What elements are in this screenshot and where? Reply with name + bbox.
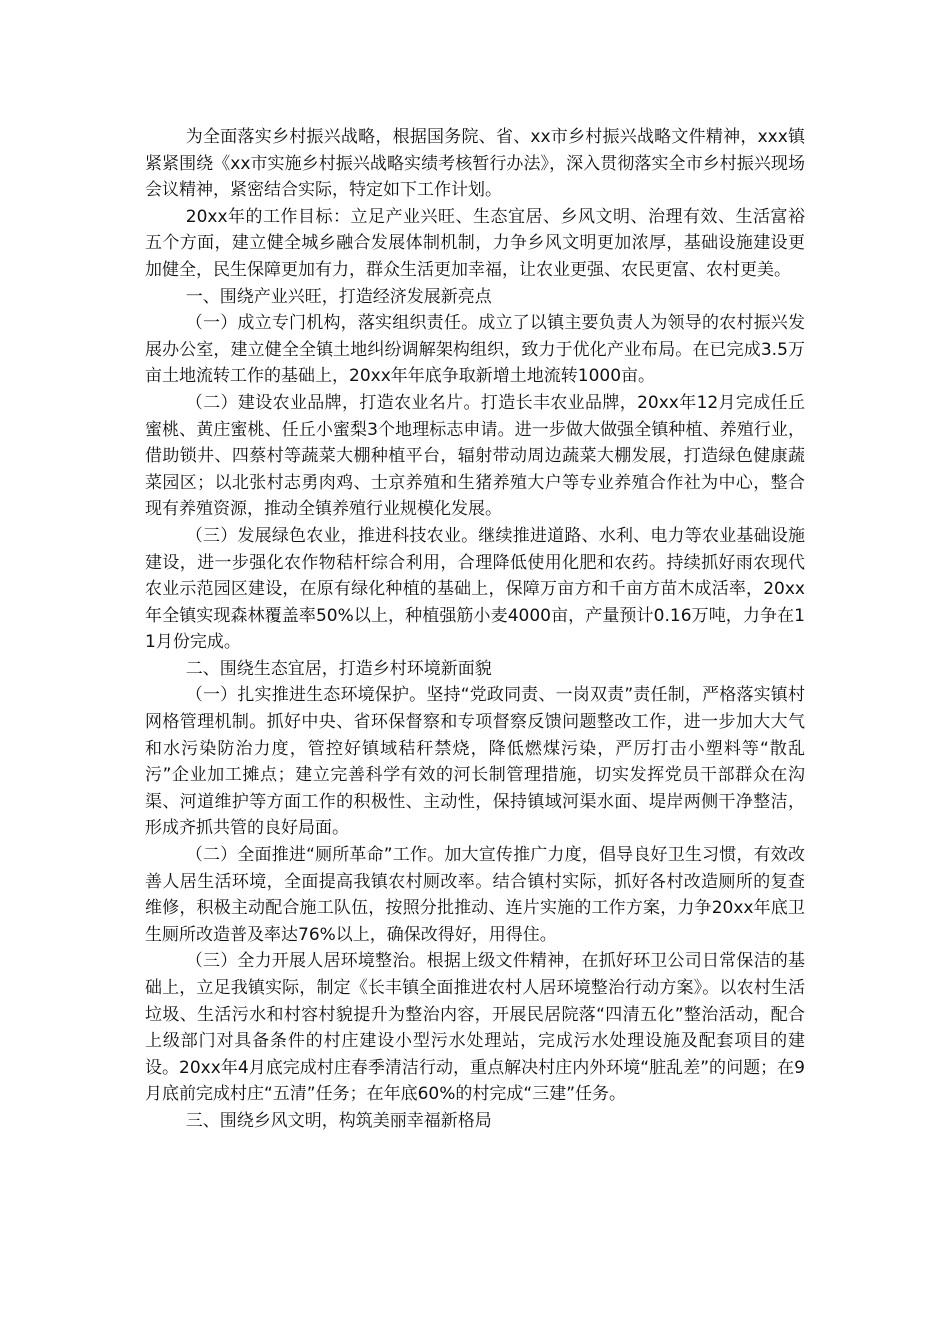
body-paragraph: （二）建设农业品牌，打造农业名片。打造长丰农业品牌，20xx年12月完成任丘蜜桃、黄庄蜜桃、任丘小蜜梨3个地理标志申请。进一步做大做强全镇种植、养殖行业，借助锁井、四蔡村等蔬菜大棚种植平台，辐射带动周边蔬菜大棚发展，打造绿色健康蔬菜园区；以北张村志勇肉鸡、士京养殖和生猪养殖大户等专业养殖合作社为中心，整合现有养殖资源，推动全镇养殖行业规模化发展。 [145, 392, 805, 520]
goal-paragraph: 20xx年的工作目标：立足产业兴旺、生态宜居、乡风文明、治理有效、生活富裕五个方面，建立健全城乡融合发展体制机制，力争乡风文明更加浓厚，基础设施建设更加健全，民生保障更加有力，群众生活更加幸福，让农业更强、农民更富、农村更美。 [145, 206, 805, 280]
document-body [145, 124, 805, 1135]
body-paragraph: （三）发展绿色农业，推进科技农业。继续推进道路、水利、电力等农业基础设施建设，进一步强化农作物秸杆综合利用，合理降低使用化肥和农药。持续抓好雨农现代农业示范园区建设，在原有绿化种植的基础上，保障万亩方和千亩方苗木成活率，20xx年全镇实现森林覆盖率50%以上，种植强筋小麦4000亩，产量预计0.16万吨，力争在11月份完成。 [145, 525, 805, 653]
intro-paragraph: 为全面落实乡村振兴战略，根据国务院、省、xx市乡村振兴战略文件精神，xxx镇紧紧围绕《xx市实施乡村振兴战略实绩考核暂行办法》，深入贯彻落实全市乡村振兴现场会议精神，紧密结合实际，特定如下工作计划。 [145, 127, 805, 201]
body-paragraph: （二）全面推进“厕所革命”工作。加大宣传推广力度，倡导良好卫生习惯，有效改善人居生活环境，全面提高我镇农村厕改率。结合镇村实际，抓好各村改造厕所的复查维修，积极主动配合施工队伍，按照分批推动、连片实施的工作方案，力争20xx年底卫生厕所改造普及率达76%以上，确保改得好，用得住。 [145, 845, 805, 945]
body-paragraph: （一）扎实推进生态环境保护。坚持“党政同责、一岗双责”责任制，严格落实镇村网格管理机制。抓好中央、省环保督察和专项督察反馈问题整改工作，进一步加大大气和水污染防治力度，管控好镇域秸秆禁烧，降低燃煤污染，严厉打击小塑料等“散乱污”企业加工摊点；建立完善科学有效的河长制管理措施，切实发挥党员干部群众在沟渠、河道维护等方面工作的积极性、主动性，保持镇域河渠水面、堤岸两侧干净整洁，形成齐抓共管的良好局面。 [145, 685, 805, 839]
section-heading-3: 三、围绕乡风文明，构筑美丽幸福新格局 [185, 1110, 492, 1131]
section-heading-2: 二、围绕生态宜居，打造乡村环境新面貌 [185, 658, 492, 679]
body-paragraph: （三）全力开展人居环境整治。根据上级文件精神，在抓好环卫公司日常保洁的基础上，立足我镇实际，制定《长丰镇全面推进农村人居环境整治行动方案》。以农村生活垃圾、生活污水和村容村貌提升为整治内容，开展民居院落“四清五化”整治活动，配合上级部门对具备条件的村庄建设小型污水处理站，完成污水处理设施及配套项目的建设。20xx年4月底完成村庄春季清洁行动，重点解决村庄内外环境“脏乱差”的问题；在9月底前完成村庄“五清”任务；在年底60%的村完成“三建”任务。 [145, 951, 805, 1105]
body-paragraph: （一）成立专门机构，落实组织责任。成立了以镇主要负责人为领导的农村振兴发展办公室，建立健全全镇土地纠纷调解架构组织，致力于优化产业布局。在已完成3.5万亩土地流转工作的基础上，20xx年年底争取新增土地流转1000亩。 [145, 313, 805, 387]
section-heading-1: 一、围绕产业兴旺，打造经济发展新亮点 [185, 286, 492, 307]
